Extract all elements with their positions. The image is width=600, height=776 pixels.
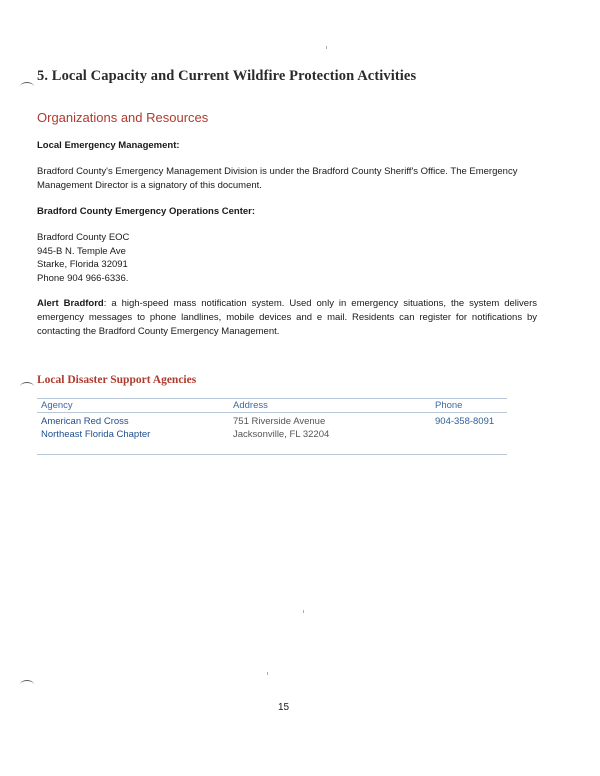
scan-speck	[326, 46, 327, 49]
alert-label: Alert Bradford	[37, 298, 104, 309]
header-agency: Agency	[41, 400, 73, 411]
header-phone: Phone	[435, 400, 463, 411]
eoc-address-block	[37, 231, 129, 285]
eoc-address-line: 945-B N. Temple Ave	[37, 245, 126, 257]
agency-address	[233, 415, 329, 441]
table-rule	[37, 412, 507, 413]
table-rule	[37, 454, 507, 455]
eoc-address-line: Starke, Florida 32091	[37, 259, 128, 270]
scan-mark	[20, 680, 34, 689]
local-em-line: Management Director is a signatory of this document.	[37, 180, 262, 191]
scan-mark	[20, 382, 34, 391]
scan-speck	[303, 610, 304, 613]
organizations-heading: Organizations and Resources	[37, 110, 209, 125]
eoc-address-line: Bradford County EOC	[37, 232, 130, 243]
local-em-line: Bradford County's Emergency Management Division is under the Bradford County Sheriff's Office. The Emergency	[37, 166, 518, 177]
eoc-address-line: Phone 904 966-6336.	[37, 272, 129, 284]
alert-line: emergency messages to phone landlines, mobile devices and e mail. Residents can register for notifications by	[37, 312, 537, 323]
alert-line: contacting the Bradford County Emergency Management.	[37, 326, 280, 337]
alert-line	[37, 297, 537, 311]
table-rule	[37, 398, 507, 399]
local-em-paragraph	[37, 165, 537, 193]
alert-text: : a high-speed mass notification system. Used only in emergency situations, the system delivers	[103, 298, 537, 309]
scan-mark	[20, 82, 34, 91]
local-em-label: Local Emergency Management:	[37, 140, 180, 151]
address-line: Jacksonville, FL 32204	[233, 429, 330, 440]
table-row	[41, 415, 150, 441]
agency-chapter: Northeast Florida Chapter	[41, 429, 151, 440]
eoc-label: Bradford County Emergency Operations Center:	[37, 206, 256, 217]
address-line: 751 Riverside Avenue	[233, 416, 326, 427]
scan-speck	[267, 672, 268, 675]
alert-paragraph	[37, 297, 537, 339]
section-title: 5. Local Capacity and Current Wildfire Protection Activities	[37, 68, 417, 84]
agency-name: American Red Cross	[41, 416, 129, 427]
agency-phone: 904-358-8091	[435, 416, 495, 427]
agencies-title: Local Disaster Support Agencies	[37, 374, 197, 386]
header-address: Address	[233, 400, 268, 411]
page-number: 15	[278, 702, 290, 713]
